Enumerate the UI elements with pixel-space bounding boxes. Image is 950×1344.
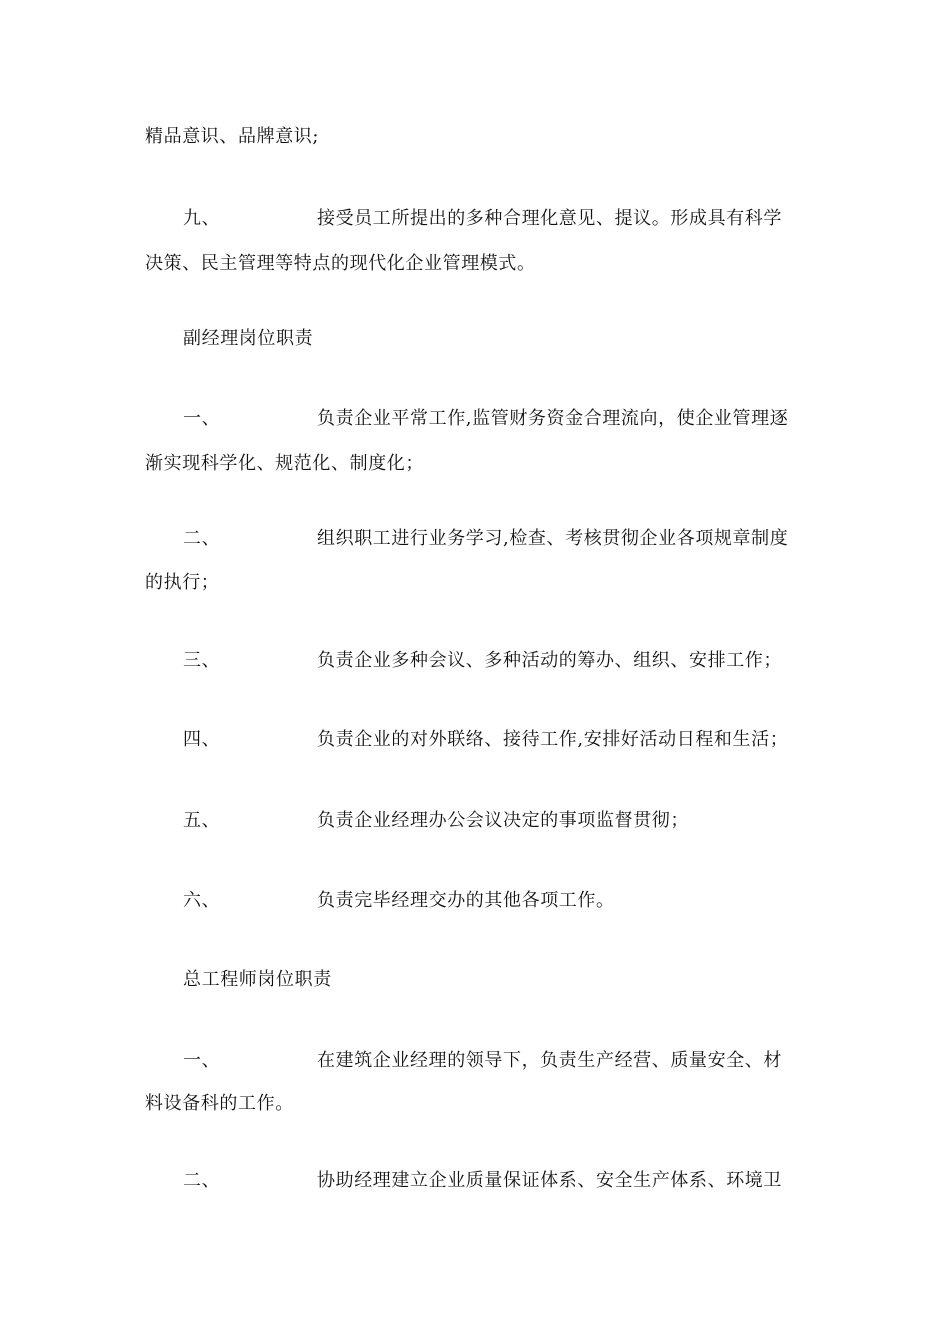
section-heading: 总工程师岗位职责 bbox=[183, 969, 332, 990]
item-text: 在建筑企业经理的领导下，负责生产经营、质量安全、材 bbox=[317, 1050, 782, 1071]
text-line: 的执行； bbox=[145, 572, 220, 593]
item-number: 三、 bbox=[183, 650, 221, 671]
item-text: 组织职工进行业务学习,检查、考核贯彻企业各项规章制度 bbox=[317, 528, 789, 549]
item-text: 负责企业经理办公会议决定的事项监督贯彻； bbox=[317, 810, 689, 831]
item-number: 二、 bbox=[183, 528, 221, 549]
item-number: 四、 bbox=[183, 729, 221, 750]
text-line: 精品意识、品牌意识; bbox=[145, 126, 320, 147]
item-text: 负责企业多种会议、多种活动的筹办、组织、安排工作； bbox=[317, 650, 782, 671]
text-line: 决策、民主管理等特点的现代化企业管理模式。 bbox=[145, 253, 536, 274]
item-number: 五、 bbox=[183, 810, 221, 831]
item-number: 六、 bbox=[183, 890, 221, 911]
item-number: 二、 bbox=[183, 1170, 221, 1191]
text-line: 料设备科的工作。 bbox=[145, 1093, 294, 1114]
item-number: 九、 bbox=[183, 208, 221, 229]
item-text: 负责企业平常工作,监管财务资金合理流向，使企业管理逐 bbox=[317, 408, 789, 429]
item-number: 一、 bbox=[183, 1050, 221, 1071]
item-text: 负责完毕经理交办的其他各项工作。 bbox=[317, 890, 615, 911]
section-heading: 副经理岗位职责 bbox=[183, 328, 314, 349]
item-text: 接受员工所提出的多种合理化意见、提议。形成具有科学 bbox=[317, 208, 782, 229]
item-text: 协助经理建立企业质量保证体系、安全生产体系、环境卫 bbox=[317, 1170, 782, 1191]
item-number: 一、 bbox=[183, 408, 221, 429]
item-text: 负责企业的对外联络、接待工作,安排好活动日程和生活； bbox=[317, 729, 789, 750]
text-line: 渐实现科学化、规范化、制度化； bbox=[145, 453, 424, 474]
